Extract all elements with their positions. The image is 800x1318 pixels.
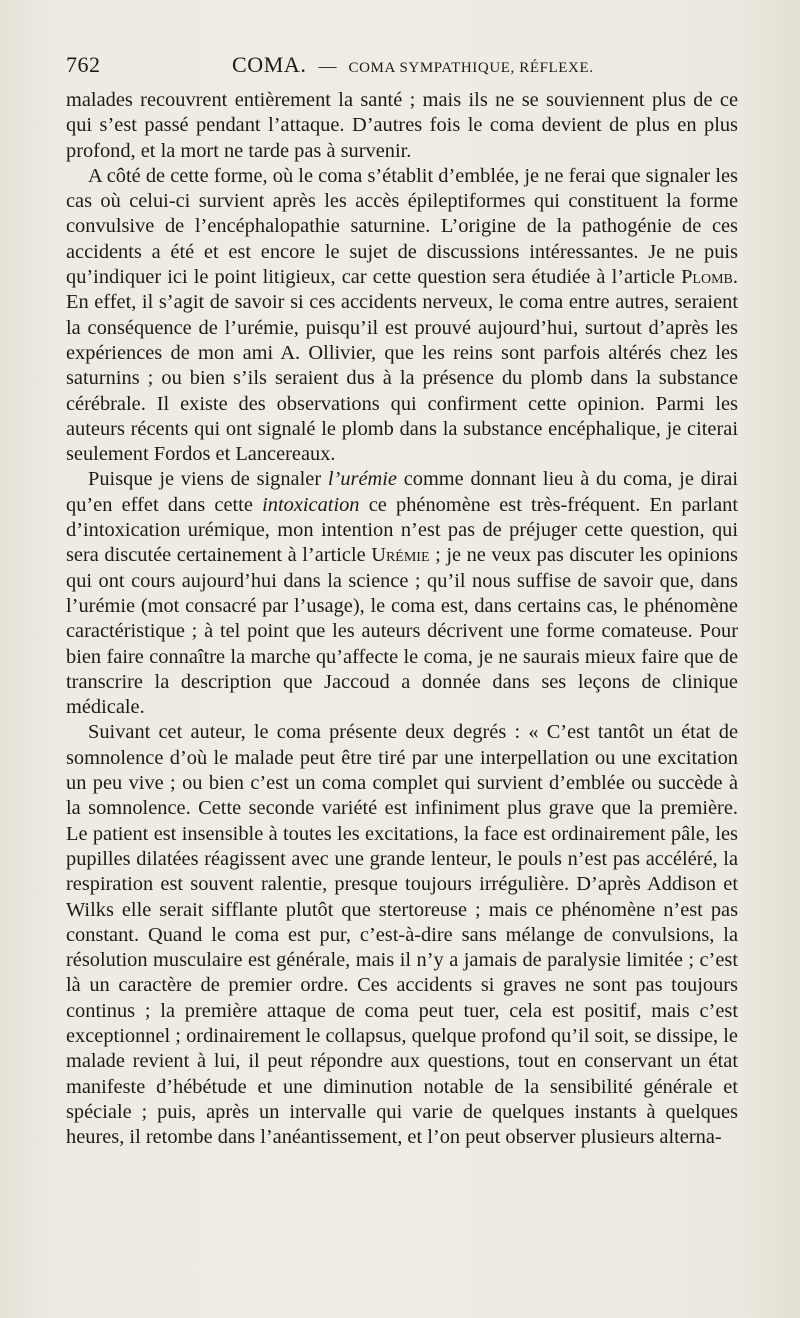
text-segment: Puisque je viens de signaler — [88, 468, 328, 491]
running-head-separator: — — [318, 56, 337, 76]
running-head-subtitle: COMA SYMPATHIQUE, RÉFLEXE. — [348, 60, 594, 76]
italic-term-uremie: l’urémie — [327, 468, 397, 491]
page-number: 762 — [66, 52, 101, 77]
paragraph — [66, 720, 738, 1150]
text-segment: Suivant cet auteur, le coma présente deux degrés : « C’est tantôt un état de somnolence d’où le malade peut être tiré par une interpellation ou une excitation un peu vive ; ou bien c’est un coma complet qui survient d’emblée ou succède à la somnolence. Cette seconde variété est infiniment plus grave que la première. Le patient est insensible à toutes les excitations, la face est ordinairement pâle, les pupilles dilatées réagissent avec une grande lenteur, le pouls n’est pas accéléré, la respiration est souvent ralentie, presque toujours irrégulière. D’après Addison et Wilks elle serait sifflante plutôt que stertoreuse ; mais ce phénomène n’est pas constant. Quand le coma est pur, c’est-à-dire sans mélange de convulsions, la résolution musculaire est générale, mais il n’y a jamais de paralysie limitée ; c’est là un caractère de premier ordre. Ces accidents si graves ne sont pas toujours continus ; la première attaque de coma peut tuer, cela est positif, mais c’est exceptionnel ; ordinairement le collapsus, quelque profond qu’il soit, se dissipe, le malade revient à lui, il peut répondre aux questions, tout en conservant un état manifeste d’hébétude et une diminution notable de la sensibilité générale et spéciale ; puis, après un intervalle qui varie de quelques instants à quelques heures, il retombe dans l’anéantissement, et l’on peut observer plusieurs alterna- — [66, 721, 738, 1149]
text-segment: comme donnant lieu à du coma, je dirai qu’en effet dans cette — [66, 468, 738, 516]
page-header — [66, 52, 738, 86]
text-segment: ; je ne veux pas discuter les opinions qui ont cours aujourd’hui dans la science ; qu’il nous suffise de savoir que, dans l’urémie (mot consacré par l’usage), le coma est, dans certains cas, le phénomène caractéristique ; à tel point que les auteurs décrivent une forme comateuse. Pour bien faire connaître la marche qu’affecte le coma, je ne saurais mieux faire que de transcrire la description que Jaccoud a donnée dans ses leçons de clinique médicale. — [66, 544, 738, 719]
text-segment: A côté de cette forme, où le coma s’établit d’emblée, je ne ferai que signaler les cas où celui-ci survient après les accès épileptiformes qui constituent la forme convulsive de l’encéphalopathie saturnine. L’origine de la pathogénie de ces accidents a été et est encore le sujet de discussions intéressantes. Je ne puis qu’indiquer ici le point litigieux, car cette question sera étudiée à l’article — [66, 164, 738, 289]
text-segment: ce phénomène est très-fréquent. En parlant d’intoxication urémique, mon intention n’est pas de préjuger cette question, qui sera discutée certainement à l’article — [66, 493, 738, 567]
running-head — [232, 52, 594, 78]
body-text — [66, 88, 738, 1150]
paragraph — [66, 467, 738, 720]
running-head-title: COMA. — [232, 52, 307, 77]
cross-reference-plomb: Plomb — [681, 266, 733, 289]
paragraph — [66, 88, 738, 164]
text-segment: malades recouvrent entièrement la santé ; mais ils ne se souviennent plus de ce qui s’est passé pendant l’attaque. D’autres fois le coma devient de plus en plus profond, et la mort ne tarde pas à survenir. — [66, 89, 738, 162]
cross-reference-uremie: Urémie — [371, 544, 430, 567]
paragraph — [66, 164, 738, 468]
italic-term-intoxication: intoxication — [262, 493, 360, 516]
text-segment: . En effet, il s’agit de savoir si ces accidents nerveux, le coma entre autres, seraient la conséquence de l’urémie, puisqu’il est prouvé aujourd’hui, surtout d’après les expériences de mon ami A. Ollivier, que les reins sont parfois altérés chez les saturnins ; ou bien s’ils seraient dus à la présence du plomb dans la substance cérébrale. Il existe des observations qui confirment cette opinion. Parmi les auteurs récents qui ont signalé le plomb dans la substance encéphalique, je citerai seulement Fordos et Lancereaux. — [66, 266, 738, 466]
